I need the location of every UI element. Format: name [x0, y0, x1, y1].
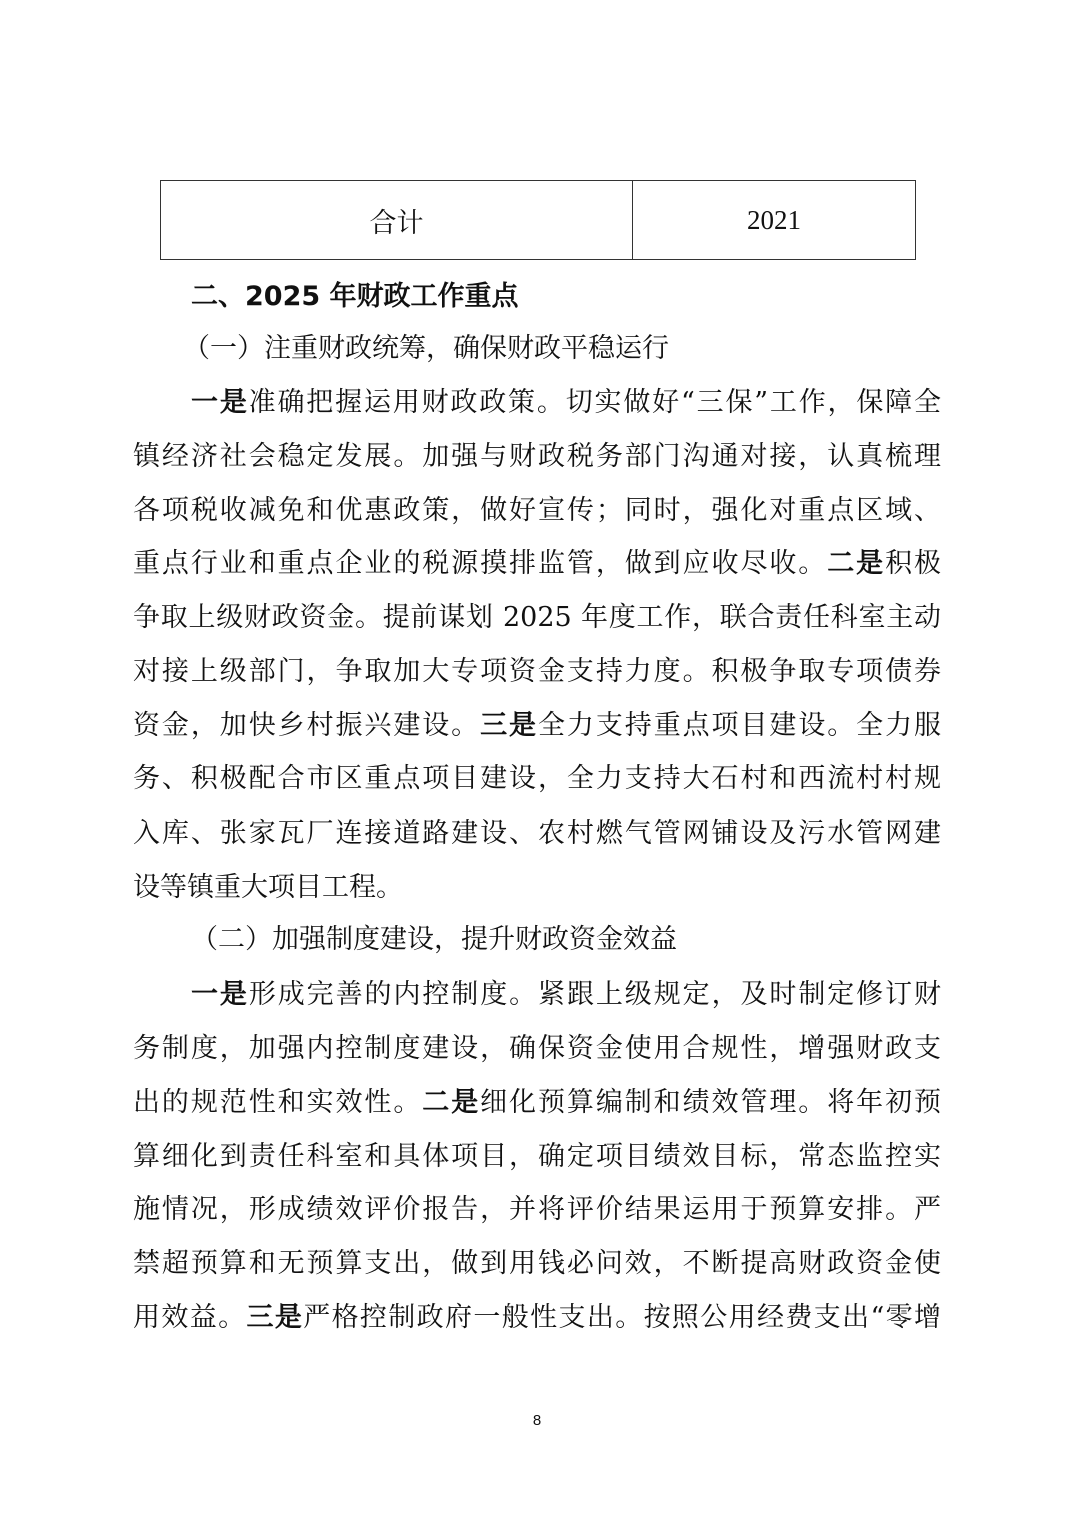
text-segment: 重点行业和重点企业的税源摸排监管，做到应收尽收。 [133, 548, 828, 579]
text-line [133, 1083, 941, 1123]
bold-lead-text: 三是 [480, 710, 538, 741]
text-line [133, 868, 941, 908]
text-line [133, 1137, 941, 1177]
text-line [133, 759, 941, 799]
text-segment: 资金，加快乡村振兴建设。 [133, 710, 481, 741]
text-line [183, 329, 941, 369]
total-value: 2021 [633, 181, 916, 260]
text-line [133, 706, 941, 746]
bold-lead-text: 三是 [246, 1302, 304, 1333]
total-label: 合计 [161, 181, 633, 260]
text-segment: 争取上级财政资金。提前谋划 2025 年度工作，联合责任科室主动 [133, 602, 941, 633]
summary-table [160, 180, 916, 260]
text-segment: 禁超预算和无预算支出，做到用钱必问效，不断提高财政资金使 [133, 1248, 941, 1279]
text-line [133, 814, 941, 854]
text-segment: 各项税收减免和优惠政策，做好宣传；同时，强化对重点区域、 [133, 495, 941, 526]
bold-lead-text: 二是 [827, 548, 886, 579]
text-segment: 用效益。 [133, 1302, 247, 1333]
text-line [133, 1298, 941, 1338]
text-line [191, 920, 941, 960]
text-line [133, 1244, 941, 1284]
text-segment: 设等镇重大项目工程。 [133, 872, 403, 903]
text-line [133, 544, 941, 584]
bold-lead-text: 二是 [422, 1087, 481, 1118]
text-segment: 全力支持重点项目建设。全力服 [537, 710, 942, 741]
text-segment: （一）注重财政统筹，确保财政平稳运行 [183, 333, 669, 364]
text-line [191, 383, 941, 423]
text-line [133, 652, 941, 692]
text-segment: 入库、张家瓦厂连接道路建设、农村燃气管网铺设及污水管网建 [133, 818, 941, 849]
text-segment: 镇经济社会稳定发展。加强与财政税务部门沟通对接，认真梳理 [133, 441, 941, 472]
bold-lead-text: 一是 [191, 387, 249, 418]
text-segment: 算细化到责任科室和具体项目，确定项目绩效目标，常态监控实 [133, 1141, 941, 1172]
text-segment: 出的规范性和实效性。 [133, 1087, 423, 1118]
text-segment: 细化预算编制和绩效管理。将年初预 [480, 1087, 942, 1118]
text-line [191, 277, 941, 317]
text-segment: 施情况，形成绩效评价报告，并将评价结果运用于预算安排。严 [133, 1194, 941, 1225]
text-line [133, 437, 941, 477]
text-line [133, 1190, 941, 1230]
text-segment: 形成完善的内控制度。紧跟上级规定，及时制定修订财 [248, 979, 942, 1010]
text-segment: 准确把握运用财政政策。切实做好“三保”工作，保障全 [248, 387, 942, 418]
text-line [191, 975, 941, 1015]
page-number: 8 [532, 1412, 542, 1429]
bold-lead-text: 二、2025 年财政工作重点 [191, 281, 519, 312]
text-line [133, 491, 941, 531]
text-segment: 务、积极配合市区重点项目建设，全力支持大石村和西流村村规 [133, 763, 941, 794]
table-row [161, 181, 916, 260]
text-line [133, 598, 941, 638]
text-segment: （二）加强制度建设，提升财政资金效益 [191, 924, 677, 955]
text-segment: 对接上级部门，争取加大专项资金支持力度。积极争取专项债券 [133, 656, 941, 687]
text-segment: 务制度，加强内控制度建设，确保资金使用合规性，增强财政支 [133, 1033, 941, 1064]
text-segment: 严格控制政府一般性支出。按照公用经费支出“零增 [303, 1302, 942, 1333]
bold-lead-text: 一是 [191, 979, 249, 1010]
text-line [133, 1029, 941, 1069]
text-segment: 积极 [885, 548, 942, 579]
